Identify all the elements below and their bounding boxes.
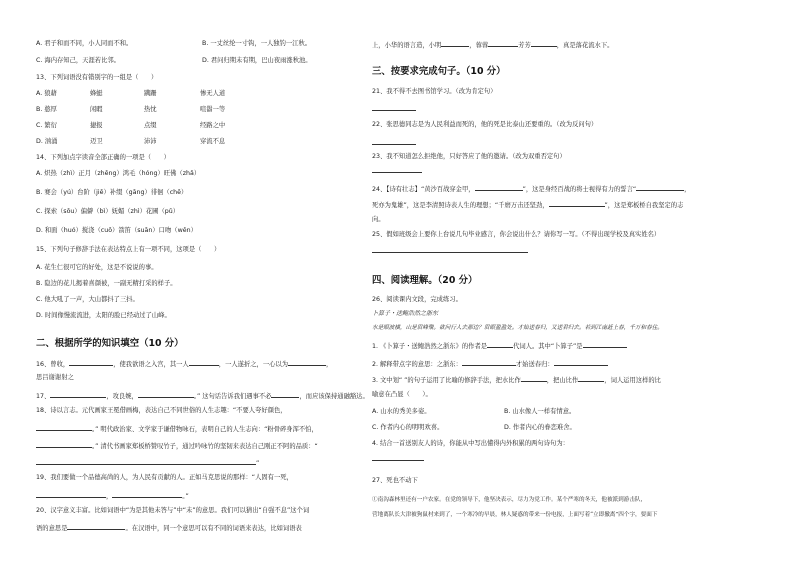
q16-blank-3[interactable] bbox=[288, 359, 326, 366]
q19-blank-1[interactable] bbox=[36, 491, 106, 498]
q20-text-b: 语的意思是 bbox=[36, 525, 68, 532]
q17-text-c: 。” 这句话告诉我们遇事不必 bbox=[193, 393, 272, 400]
q15-option-a[interactable]: A. 花生仁很可它的好处，这是不说说的事。 bbox=[36, 264, 158, 271]
p1-line bbox=[372, 341, 627, 351]
q16-text-d: ， bbox=[326, 361, 333, 368]
q18-blank-3[interactable] bbox=[36, 458, 256, 465]
q21-answer-line[interactable] bbox=[372, 110, 416, 111]
q24-blank-3[interactable] bbox=[549, 200, 605, 207]
q26-text: 26、阅读课内文段，完成练习。 bbox=[372, 296, 462, 303]
p1-blank-2[interactable] bbox=[583, 341, 627, 348]
q16-text-c: ，一人遂折之，一心以为 bbox=[218, 361, 289, 368]
top-blank-2[interactable] bbox=[488, 40, 518, 47]
q19-blank-2[interactable] bbox=[112, 491, 182, 498]
q19-text: 19、我们要做一个品德高尚的人，为人民有贡献的人。正如马克思说的那样：“人固有一死， bbox=[36, 474, 293, 481]
p2-line bbox=[372, 359, 608, 369]
q13-c-4: 经路之中 bbox=[200, 122, 226, 129]
p3-text: 3. 文中划“ ”的句子运用了比喻的修辞手法，把水比作 bbox=[372, 377, 521, 384]
p3-line-2: 喻意在凸显（ ）。 bbox=[372, 391, 432, 398]
p3-line bbox=[372, 375, 661, 385]
top-text-d: ，真是落花流水下。 bbox=[556, 42, 614, 49]
q13-b-3: 热忱 bbox=[144, 106, 157, 113]
p3-text-c: ，词人运用这样的比 bbox=[604, 377, 661, 384]
q17-line bbox=[36, 391, 369, 401]
top-text: 上，小华的语言造，小明 bbox=[372, 42, 442, 49]
q24-text-e: ”，这是郑板桥自我坚定的志 bbox=[604, 202, 684, 209]
p3-text-b: ，把山比作 bbox=[546, 377, 579, 384]
q12-option-c[interactable]: C. 海内存知己，天涯若比邻。 bbox=[36, 57, 120, 64]
section-4-heading: 四、阅读理解。（20 分） bbox=[372, 275, 478, 286]
p3-blank-2[interactable] bbox=[578, 375, 604, 382]
q18-line-4 bbox=[36, 458, 259, 468]
p4-answer-line[interactable] bbox=[372, 460, 424, 461]
q13-d-3: 沛沛 bbox=[144, 138, 157, 145]
p3-blank-1[interactable] bbox=[521, 375, 547, 382]
q13-d-4: 穿流不息 bbox=[200, 138, 226, 145]
q16-line bbox=[36, 359, 332, 369]
q24-line-1 bbox=[372, 184, 690, 194]
q18-blank-2[interactable] bbox=[36, 441, 92, 448]
q13-a-4: 惨无人道 bbox=[200, 90, 226, 97]
q13-c-1[interactable]: C. 繁衍 bbox=[36, 122, 57, 129]
q18-text-b: 。” 明代政治家、文学家于谦借物咏石，表明自己的人生志向：“粉骨碎身浑不怕， bbox=[92, 426, 318, 433]
q24-text: 24、【诗有壮志】“黄沙百战穿金甲， bbox=[372, 186, 475, 193]
q16-continued: 思吕谢谢射之 bbox=[36, 374, 74, 381]
q13-question: 13、下列词语没有错别字的一组是（ ） bbox=[36, 74, 158, 81]
q14-option-b[interactable]: B. 赛会（yú）台阶（jiē）补缀（gāng）徘徊（chē） bbox=[36, 189, 188, 196]
poem-title: 卜算子・送鲍浩然之浙东 bbox=[372, 310, 439, 317]
q24-blank-1[interactable] bbox=[475, 184, 523, 191]
q12-option-b[interactable]: B. 一丈丝纶一寸钩，一人独钓一江秋。 bbox=[202, 40, 312, 47]
q18-line-2 bbox=[36, 424, 318, 434]
q18-text-c: 。” 清代书画家郑板桥赞叹竹子，通过吟咏竹的坚韧来表达自己刚正不阿的品质：“ bbox=[92, 443, 318, 450]
q22-answer-line[interactable] bbox=[372, 144, 416, 145]
right-column bbox=[372, 0, 732, 562]
q25-answer-line[interactable] bbox=[372, 252, 528, 253]
q15-option-d[interactable]: D. 时间像慢流流进，太阳的脸已经动过了山峰。 bbox=[36, 312, 171, 319]
q18-line-3 bbox=[36, 441, 318, 451]
q24-text-b: ”，这是身经百战的将士视得有力的誓言“ bbox=[522, 186, 637, 193]
story-line-2: 营地离队长大津被狗鼠村来到了，一个寒冷的早晨，林人疑惑的带来一份电报，上面写着“立即撤离”四个字，要面下 bbox=[372, 512, 658, 518]
q20-text-c: 。在汉语中，同一个意思可以有不同的词语来表达，比如词语表 bbox=[125, 525, 302, 532]
q20-text: 20、汉字意义丰富。比如词语中“为是其他未答与”中“未”的意思。我们可以猜出“自强不息”这个词 bbox=[36, 507, 310, 514]
q15-question: 15、下列句子修辞手法在表达特点上有一项不同，这项是（ ） bbox=[36, 246, 221, 253]
p1-text-b: 代词人。其中“卜算子”是 bbox=[513, 343, 583, 350]
q14-option-a[interactable]: A. 炽热（zhì）正月（zhēng）鸿毛（hóng）旺佛（zhǎ） bbox=[36, 170, 201, 177]
top-text-c: 芳芳 bbox=[518, 42, 531, 49]
q17-blank-3[interactable] bbox=[271, 391, 299, 398]
top-text-b: ，蓉蓉 bbox=[469, 42, 489, 49]
section-3-heading: 三、按要求完成句子。（10 分） bbox=[372, 66, 506, 77]
p2-text: 2. 解释带点字的意思：之浙东： bbox=[372, 361, 462, 368]
q24-blank-2[interactable] bbox=[636, 184, 684, 191]
q14-question: 14、下列加点字读音全部正确的一项是（ ） bbox=[36, 154, 170, 161]
q17-blank-1[interactable] bbox=[50, 391, 106, 398]
p3-option-c[interactable]: C. 作者内心的明明欢喜。 bbox=[372, 424, 444, 431]
q20-line-2 bbox=[36, 523, 302, 533]
q23-answer-line[interactable] bbox=[372, 172, 422, 173]
p1-text: 1. 《卜算子・送鲍浩然之浙东》的作者是 bbox=[372, 343, 488, 350]
q17-text: 17、 bbox=[36, 393, 51, 400]
q17-text-d: ，而应该保持通融豁达。 bbox=[299, 393, 369, 400]
q24-line-3: 向。 bbox=[372, 216, 385, 223]
q19-text-c: 。” bbox=[182, 493, 189, 500]
section-2-heading: 二、根据所学的知识填空（10 分） bbox=[36, 338, 184, 349]
q25-text: 25、假如班级会上要你上台说几句毕业感言，你会说出什么？请你写一写。（不得出现学校及真实姓名） bbox=[372, 231, 661, 238]
p2-blank-2[interactable] bbox=[554, 359, 608, 366]
q12-option-d[interactable]: D. 君问归期未有期，巴山夜雨涨秋池。 bbox=[202, 57, 312, 64]
q14-option-d[interactable]: D. 和面（huó）搅浇（cuō）箭笛（suān）口吻（wěn） bbox=[36, 227, 197, 234]
q24-line-2 bbox=[372, 200, 683, 210]
q15-option-c[interactable]: C. 他大吼了一声，大山都抖了三抖。 bbox=[36, 296, 139, 303]
q13-a-2: 蜂蜓 bbox=[90, 90, 103, 97]
q20-blank-1[interactable] bbox=[67, 523, 125, 530]
q24-text-d: 死亦为鬼雄”，这是李清照诗表人生的理想；“千磨万击还坚劲， bbox=[372, 202, 549, 209]
q19-text-b: ， bbox=[106, 493, 113, 500]
q12-option-a[interactable]: A. 君子和而不同，小人同而不和。 bbox=[36, 40, 133, 47]
p3-option-a[interactable]: A. 山水的秀美多姿。 bbox=[372, 408, 431, 415]
q13-b-2: 闲暇 bbox=[90, 106, 103, 113]
p2-blank-1[interactable] bbox=[462, 359, 516, 366]
p4-text: 4. 结合一首送别友人的诗，你能从中写出懂得内外积累的两句诗句为： bbox=[372, 440, 569, 447]
q13-d-2: 迈卫 bbox=[90, 138, 103, 145]
q-prev-line bbox=[372, 40, 613, 50]
top-blank-1[interactable] bbox=[441, 40, 469, 47]
q16-blank-1[interactable] bbox=[69, 359, 113, 366]
q13-b-1[interactable]: B. 憨厚 bbox=[36, 106, 57, 113]
p3-option-d[interactable]: D. 作者内心的眷恋难舍。 bbox=[504, 424, 576, 431]
poem-body: 水是眼波横，山是眉峰聚。欲问行人去那边？眉眼盈盈处。才始送春归，又送君归去。若到江南赶上春，千万和春住。 bbox=[372, 325, 663, 331]
q17-blank-2[interactable] bbox=[138, 391, 194, 398]
q13-c-3: 点缀 bbox=[144, 122, 157, 129]
q13-a-3: 蹒跚 bbox=[144, 90, 157, 97]
q18-text: 18、诗以言志。元代画家王冕借画梅，表达自己不同世俗的人生志趣：“不要人夸好颜色， bbox=[36, 407, 287, 414]
q23-text: 23、我不知道怎么拒绝他，只好答应了他的邀请。（改为双重否定句） bbox=[372, 153, 566, 160]
q13-c-2: 捷报 bbox=[90, 122, 103, 129]
q13-d-1[interactable]: D. 汹涌 bbox=[36, 138, 58, 145]
q13-a-1[interactable]: A. 狼藉 bbox=[36, 90, 57, 97]
left-column bbox=[36, 0, 396, 562]
top-blank-3[interactable] bbox=[531, 40, 557, 47]
story-line-1: ①南沟森林里还有一户农家。在党的领导下，他坚决表示，尽力为党工作。某个严寒的冬天，他被派到游击队， bbox=[372, 497, 647, 503]
q19-line-2 bbox=[36, 491, 189, 501]
q27-title: 27、死也不动下 bbox=[372, 477, 418, 484]
q13-b-4: 喧嚣一等 bbox=[200, 106, 226, 113]
q18-text-d: ” bbox=[256, 460, 260, 467]
q16-text-b: ，使我欲语之入宫，其一人 bbox=[113, 361, 189, 368]
q16-blank-2[interactable] bbox=[189, 359, 219, 366]
q21-text: 21、我不得不去图书馆学习。（改为肯定句） bbox=[372, 88, 497, 95]
q22-text: 22、张思德同志是为人民利益而死的，他的死是比泰山还要重的。（改为反问句） bbox=[372, 121, 598, 128]
q16-text: 16、曾收， bbox=[36, 361, 70, 368]
p2-text-b: 才始送春归： bbox=[515, 361, 554, 368]
q14-option-c[interactable]: C. 探索（sōu）偏僻（bì）妩媚（zhì）花圃（pǔ） bbox=[36, 208, 180, 215]
q17-text-b: ，攻良婉， bbox=[106, 393, 138, 400]
q24-text-c: ， bbox=[684, 186, 691, 193]
q15-option-b[interactable]: B. 隐边的花儿揭着喜颜被，一副无精打采的样子。 bbox=[36, 280, 177, 287]
q18-blank-1[interactable] bbox=[36, 424, 92, 431]
p1-blank-1[interactable] bbox=[487, 341, 513, 348]
p3-option-b[interactable]: B. 山水像人一样有情意。 bbox=[504, 408, 576, 415]
